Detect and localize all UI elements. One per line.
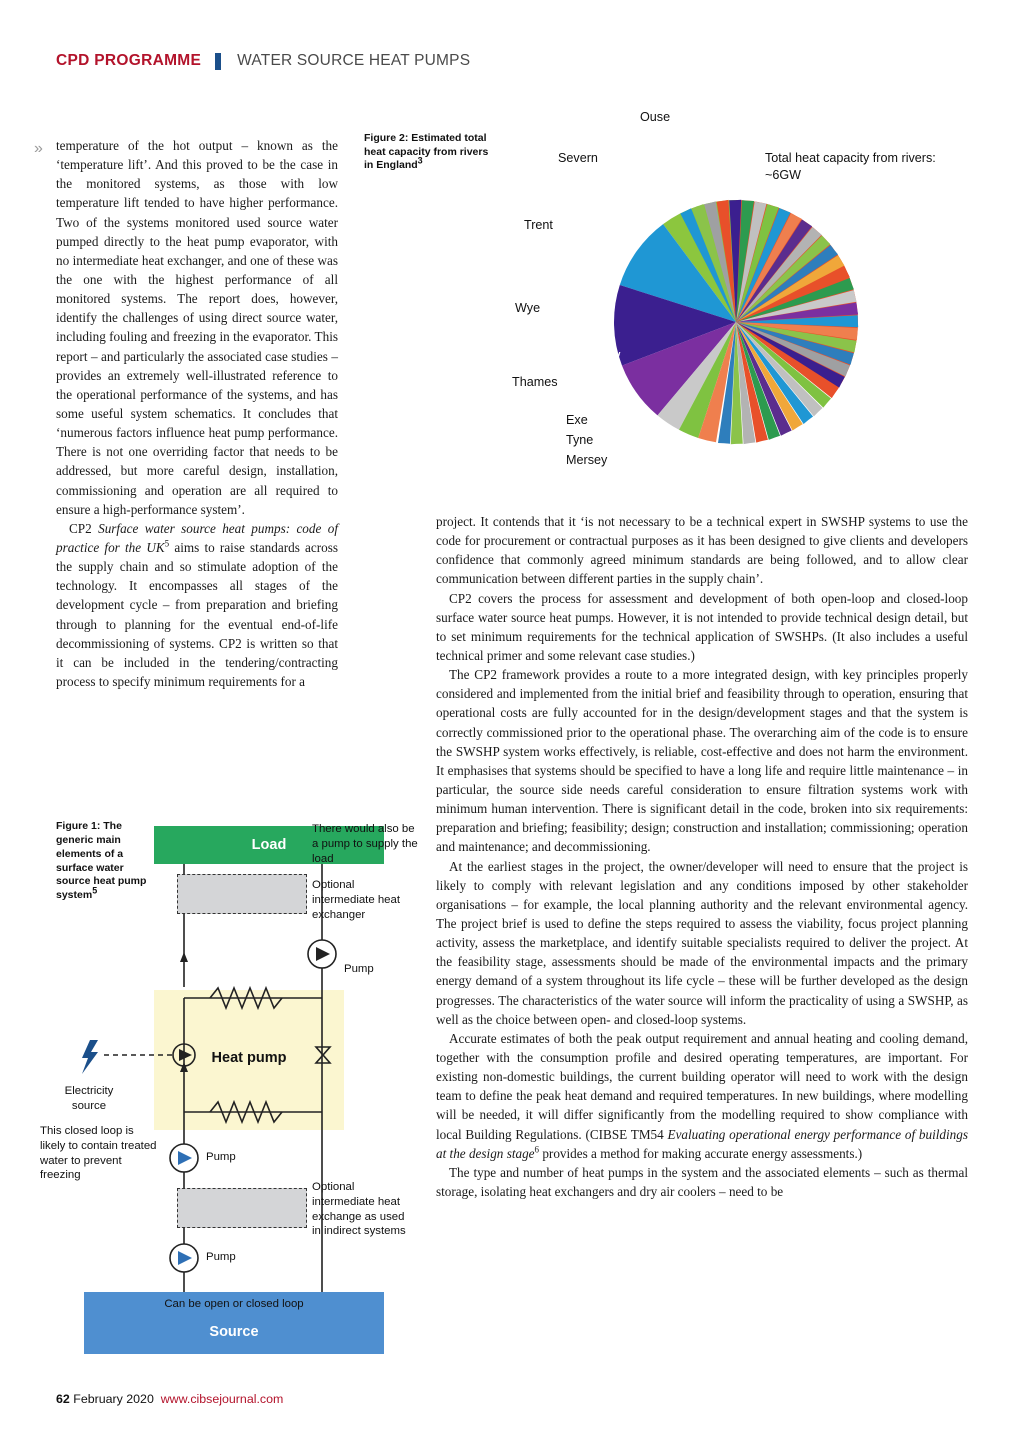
- optional-heat-exchanger-bottom: [177, 1188, 307, 1228]
- right-column-text: [436, 512, 968, 1201]
- left-column-text: [56, 136, 338, 691]
- note-optional-hx-top: Optional intermediate heat exchanger: [312, 879, 401, 921]
- paragraph: [436, 1029, 968, 1163]
- source-label: Source: [209, 1324, 259, 1340]
- heat-pump-label: Heat pump: [211, 1050, 287, 1066]
- pie-value-trent: 430MW: [578, 239, 622, 253]
- figure2-caption-text: Figure 2: Estimated total heat capacity from rivers in England: [364, 132, 489, 172]
- tm54-title: Evaluating operational energy performance of buildings at the design stage: [436, 1126, 968, 1161]
- source-loop-note: Can be open or closed loop: [164, 1298, 304, 1310]
- note-pump-top: Pump: [344, 963, 374, 975]
- note-closed-loop: This closed loop is likely to contain treated water to prevent freezing: [40, 1125, 157, 1182]
- figure2-caption-footnote: 3: [417, 155, 423, 166]
- paragraph: CP2 covers the process for assessment and development of both open-loop and closed-loop surface water source heat pumps. However, it is not intended to provide technical design detail, but to set minimum requirements for the technical application of SWSHPs. (It also includes a useful technical primer and some relevant case studies.): [436, 590, 968, 663]
- note-pump-bottom: Pump: [206, 1251, 236, 1263]
- pie-label-severn: Severn: [558, 151, 598, 165]
- pie-label-trent: Trent: [524, 218, 553, 232]
- cp2-prefix: CP2: [69, 520, 99, 536]
- paragraph: project. It contends that it ‘is not necessary to be a technical expert in SWSHP systems to use the code for procurement or contractual purposes as it has been designed to give clients and developers confidence that commonly agreed minimum standards are being followed, and to allow clear communication between different parties in the supply chain’.: [436, 514, 968, 587]
- page-footer: [56, 1392, 283, 1406]
- paragraph: The type and number of heat pumps in the system and the associated elements – such as thermal storage, isolating heat exchangers and dry air coolers – need to be: [436, 1164, 968, 1199]
- pie-label-exe: Exe: [566, 413, 588, 427]
- note-pump-mid: Pump: [206, 1151, 236, 1163]
- pie-value-thames: 334MW: [577, 350, 621, 364]
- pie-value-wye: 406MW: [570, 301, 614, 315]
- figure2-total-note: Total heat capacity from rivers: ~6GW: [765, 151, 936, 182]
- figure1-caption-text: Figure 1: The generic main elements of a surface water source heat pump system: [56, 820, 147, 902]
- paragraph: [56, 519, 338, 691]
- header-subtitle: WATER SOURCE HEAT PUMPS: [237, 52, 471, 69]
- continuation-chevron-icon: »: [34, 140, 43, 157]
- optional-heat-exchanger-top: [177, 874, 307, 914]
- figure2-caption: [364, 132, 500, 173]
- figure1-caption-footnote: 5: [92, 885, 98, 896]
- pie-value-severn: 452MW: [608, 180, 652, 194]
- issue-date: February 2020: [73, 1392, 154, 1406]
- footnote-ref: 5: [164, 538, 170, 549]
- cp2-body: aims to raise standards across the supply chain and so stimulate adoption of the technology. It encompasses all stages of the development cycle – from preparation and briefing through to planning for the eventual end-of-life decommissioning of systems. CP2 is written so that it can be included in the tendering/contracting process to specify minimum requirements for a: [56, 539, 339, 689]
- tm54-suffix: provides a method for making accurate energy assessments.): [539, 1145, 863, 1161]
- header-divider-bar: [215, 53, 221, 70]
- figure1-diagram: [34, 812, 424, 1372]
- cp2-title: Surface water source heat pumps: code of practice for the UK: [56, 520, 338, 555]
- tm54-prefix: Accurate estimates of both the peak output requirement and annual heating and cooling demand, together with the consumption profile and desired operating temperatures, are important. For existing non-domestic buildings, the current building operator will need to work with the design team to define the peak heat demand and required temperatures. In new buildings, where modelling will be needed, it will differ significantly from the modelling required to show compliance with local Building Regulations. (CIBSE TM54: [436, 1030, 968, 1142]
- note-optional-hx-bottom: Optional intermediate heat exchange as used in indirect systems: [312, 1181, 406, 1238]
- paragraph: The CP2 framework provides a route to a more integrated design, with key principles properly considered and implemented from the initial brief and feasibility through to operation, ensuring that operational costs are fully accounted for in the design/development stages and that the system is correctly commissioned prior to the operational phase. The overarching aim of the code is to ensure the SWSHP system works effectively, is reliable, cost-effective and does not harm the environment. It emphasises that systems should be specified to have a long life and require little maintenance – in particular, the source side needs careful consideration to ensure filtration systems work with minimum human intervention. There is significant detail in the code, broken into six requirements: preparation and briefing; feasibility; design; construction and installation; commissioning; operation and maintenance; and decommissioning.: [436, 667, 968, 855]
- website-url[interactable]: www.cibsejournal.com: [160, 1392, 284, 1406]
- page-header: [56, 52, 968, 70]
- footnote-ref: 6: [534, 1144, 540, 1155]
- pie-label-mersey: Mersey: [566, 453, 608, 467]
- paragraph: temperature of the hot output – known as the ‘temperature lift’. And this proved to be the case in the monitored systems, as those with low temperature lift tended to have higher performance. Two of the systems monitored used source water pumped directly to the heat pump evaporator, with no intermediate heat exchanger, and one of these was the one with the highest performance of all monitored systems. The report does, however, identify the challenges of using direct source water, including fouling and freezing in the evaporator. This report – and particularly the associated case studies – provides an extremely well-illustrated reference to the operational performance of the systems, and has some useful system schematics. It concludes that ‘numerous factors influence heat pump performance. There is not one overriding factor that needs to be addressed, but more careful design, installation, commissioning and operation are all required to ensure a high-performance system’.: [56, 138, 338, 517]
- pie-label-thames: Thames: [512, 375, 558, 389]
- load-block: Load: [154, 826, 384, 864]
- pie-label-tyne: Tyne: [566, 433, 594, 447]
- header-title: CPD PROGRAMME: [56, 52, 202, 69]
- pie-label-wye: Wye: [515, 301, 541, 315]
- paragraph: At the earliest stages in the project, the owner/developer will need to ensure that the project is likely to comply with relevant legislation and any conditions imposed by other stakeholder organisations – for example, the local planning authority and the relevant environmental agency. The project brief is used to define the steps required to assess the viability, focus project planning activity, assess the marketplace, and identify suitable specialists required to deliver the project. At the feasibility stage, assessments should be made of the environmental impacts and the primary energy demand of a system throughout its life cycle – these will be further developed as the design progresses. The characteristics of the water source will inform the practicality of using a SWSHP, as well as the choice between open- and closed-loop systems.: [436, 858, 968, 1027]
- note-electricity-source: Electricity source: [64, 1085, 114, 1112]
- pie-value-ouse: 505MW: [674, 144, 718, 158]
- pie-label-ouse: Ouse: [640, 110, 671, 124]
- note-supply-pump: There would also be a pump to supply the load: [312, 823, 418, 865]
- page-number: 62: [56, 1392, 70, 1406]
